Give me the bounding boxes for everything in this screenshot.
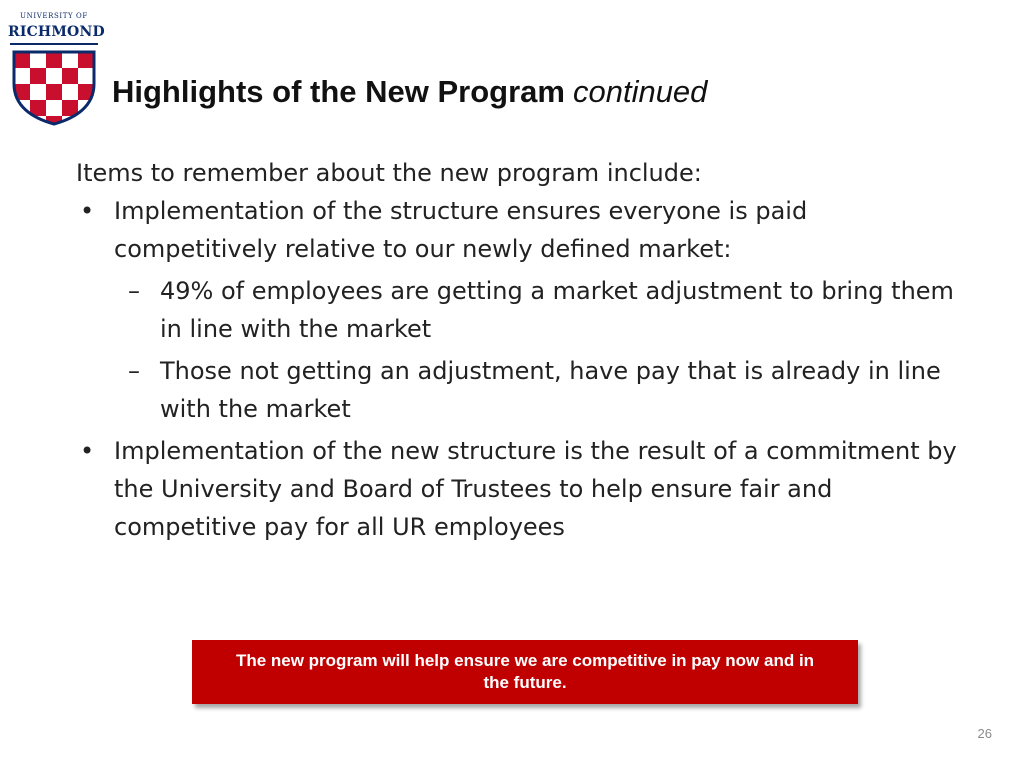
sub-bullet-item (76, 272, 966, 348)
page-number: 26 (977, 726, 992, 741)
bullet-text: Implementation of the structure ensures everyone is paid competitively relative to our newly defined market: (114, 197, 808, 263)
logo-rule (10, 43, 98, 45)
sub-bullet-mark: – (128, 277, 140, 305)
sub-bullet-item (76, 352, 966, 428)
bullet-mark: • (80, 437, 95, 465)
sub-bullet-text: 49% of employees are getting a market adjustment to bring them in line with the market (160, 277, 954, 343)
slide-title (112, 74, 707, 110)
bullet-text: Implementation of the new structure is the result of a commitment by the University and Board of Trustees to help ensure fair and competitive pay for all UR employees (114, 437, 957, 541)
logo-name-text: RICHMOND (8, 24, 105, 40)
slide-body (76, 154, 966, 546)
bullet-item (76, 192, 966, 268)
intro-text: Items to remember about the new program include: (76, 159, 702, 187)
sub-bullet-mark: – (128, 357, 140, 385)
bullet-mark: • (80, 197, 95, 225)
shield-icon (10, 50, 98, 126)
bullet-item (76, 432, 966, 546)
university-logo (8, 12, 105, 124)
slide-title-main: Highlights of the New Program (112, 74, 565, 109)
logo-top-text: UNIVERSITY OF (20, 12, 88, 20)
sub-bullet-text: Those not getting an adjustment, have pay that is already in line with the market (160, 357, 941, 423)
slide-title-suffix: continued (572, 74, 708, 109)
callout-text: The new program will help ensure we are competitive in pay now and in the future. (235, 651, 815, 692)
callout-box (192, 640, 858, 704)
